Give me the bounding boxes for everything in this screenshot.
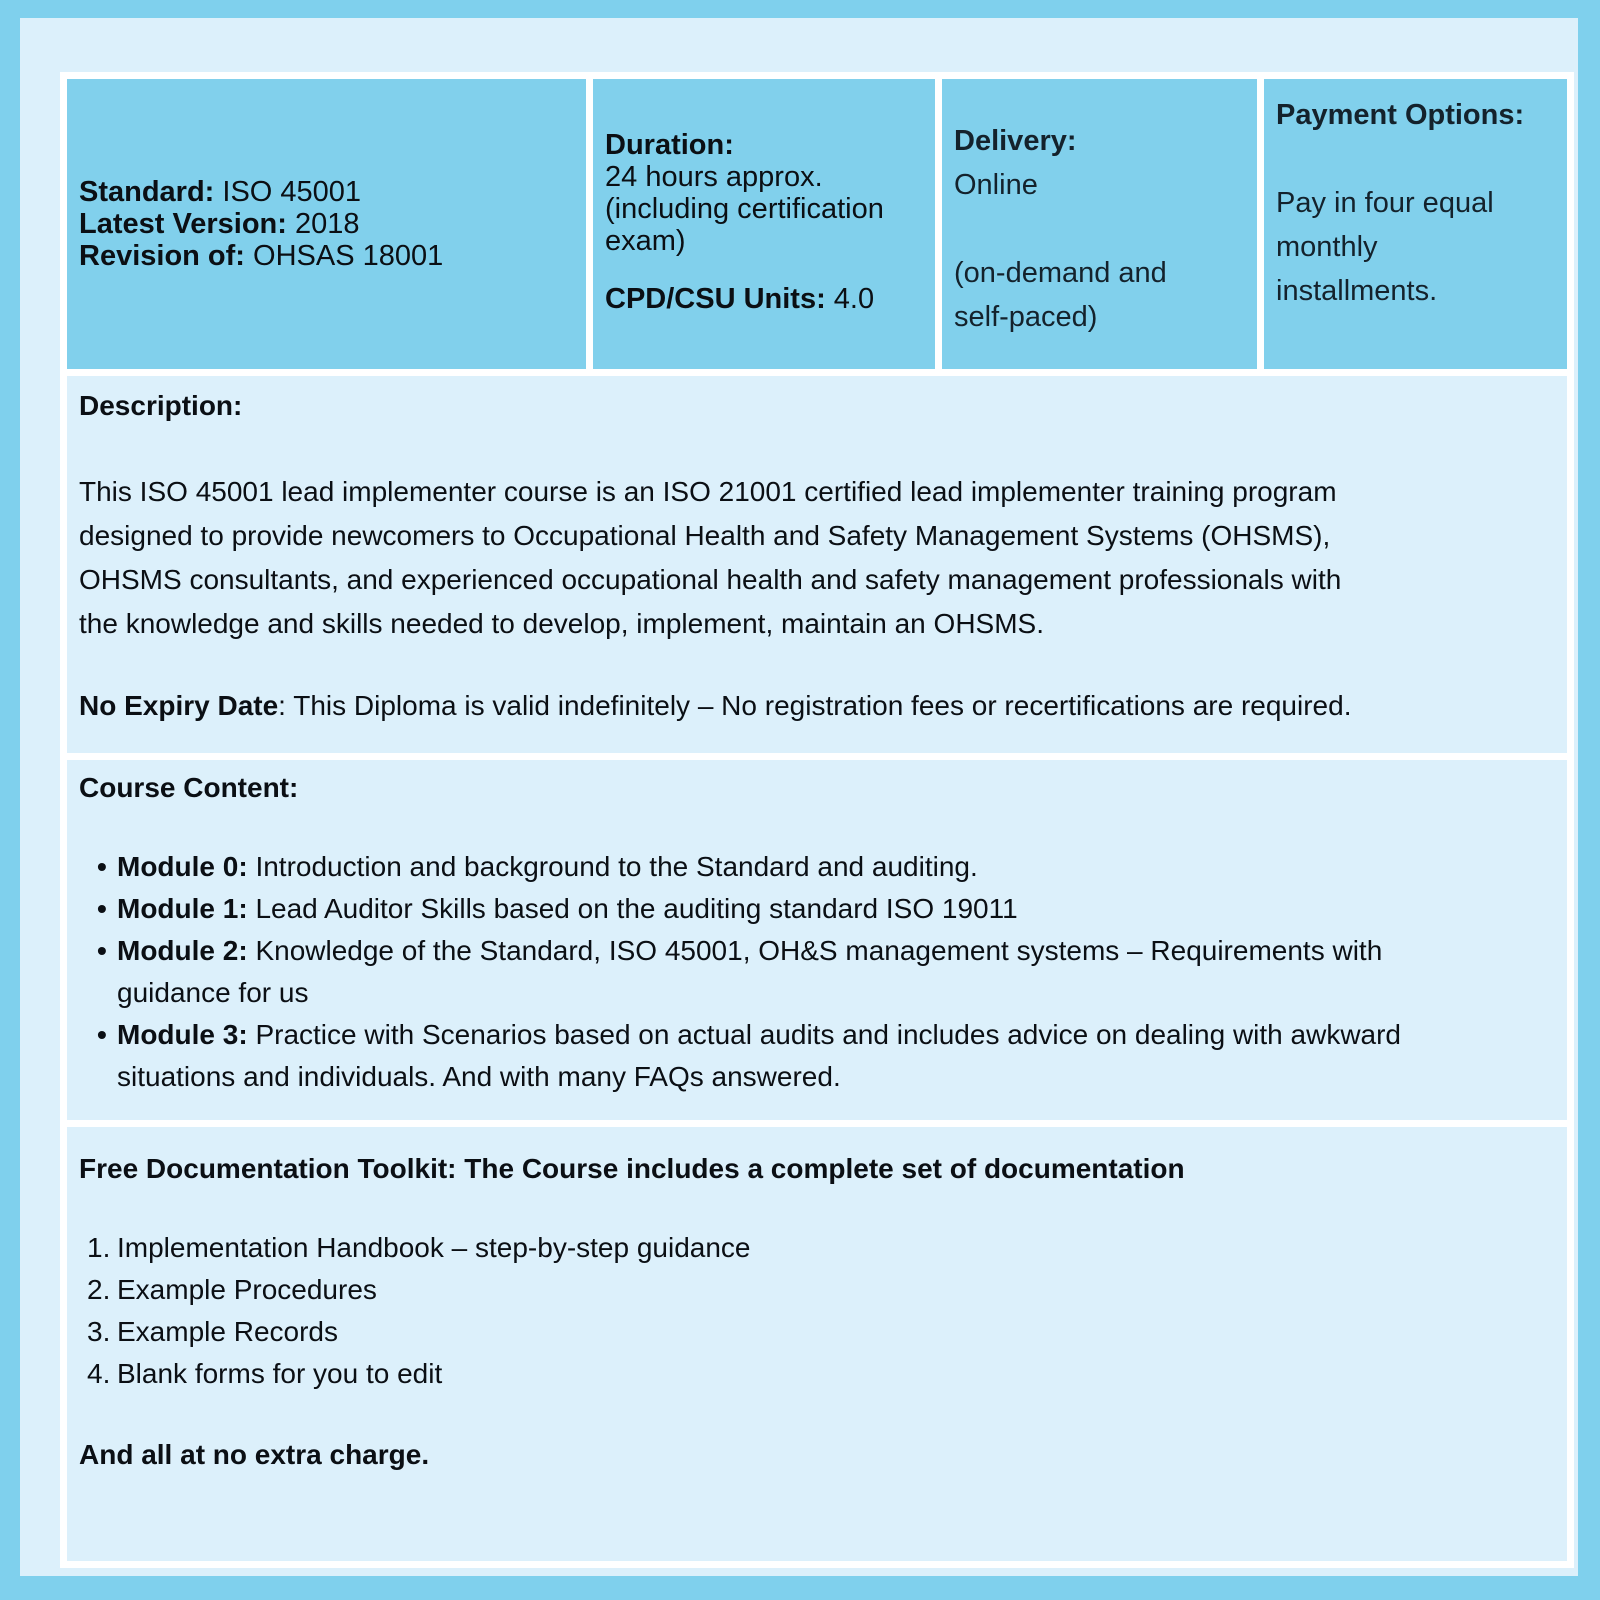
description-section — [67, 376, 1567, 753]
expiry-note — [79, 690, 1351, 722]
description-body — [79, 470, 1341, 646]
module-text: Practice with Scenarios based on actual audits and includes advice on dealing with awkward — [247, 1019, 1402, 1050]
toolkit-item — [67, 1353, 1557, 1395]
module-text: situations and individuals. And with many FAQs answered. — [117, 1061, 841, 1092]
module-item — [67, 846, 1557, 888]
revision-label: Revision of: — [79, 240, 245, 272]
description-line: This ISO 45001 lead implementer course is an ISO 21001 certified lead implementer training program — [79, 476, 1337, 507]
cpd-units-label: CPD/CSU Units: — [605, 283, 826, 315]
version-value: 2018 — [286, 208, 360, 240]
toolkit-list — [67, 1227, 1557, 1395]
module-text: Lead Auditor Skills based on the auditing standard ISO 19011 — [247, 893, 1018, 924]
delivery-label: Delivery: — [954, 125, 1077, 157]
module-item — [67, 930, 1557, 1014]
item-number: 1. — [87, 1232, 111, 1263]
toolkit-footer: And all at no extra charge. — [79, 1439, 430, 1470]
toolkit-section — [67, 1127, 1567, 1561]
module-item — [67, 1014, 1557, 1098]
duration-cell — [593, 79, 935, 369]
bullet-icon: • — [97, 1019, 107, 1050]
item-number: 4. — [87, 1358, 111, 1389]
payment-label: Payment Options: — [1276, 99, 1525, 131]
toolkit-item — [67, 1227, 1557, 1269]
bullet-icon: • — [97, 893, 107, 924]
standard-row — [79, 176, 443, 208]
revision-value: OHSAS 18001 — [244, 240, 444, 272]
duration-label: Duration: — [605, 129, 734, 161]
version-label: Latest Version: — [79, 208, 287, 240]
module-label: Module 3: — [117, 1019, 248, 1050]
expiry-text: : This Diploma is valid indefinitely – No registration fees or recertifications are required. — [278, 690, 1352, 721]
toolkit-item — [67, 1269, 1557, 1311]
description-line: OHSMS consultants, and experienced occupational health and safety management professionals with — [79, 564, 1342, 595]
payment-line: installments. — [1276, 275, 1438, 307]
description-heading: Description: — [79, 390, 243, 421]
delivery-value: Online — [954, 169, 1038, 201]
page-frame — [20, 18, 1578, 1576]
description-line: designed to provide newcomers to Occupational Health and Safety Management Systems (OHSMS), — [79, 520, 1331, 551]
item-text: Implementation Handbook – step-by-step guidance — [117, 1232, 751, 1263]
module-label: Module 2: — [117, 935, 248, 966]
version-row — [79, 208, 443, 240]
module-text: Introduction and background to the Standard and auditing. — [247, 851, 978, 882]
toolkit-heading: Free Documentation Toolkit: The Course includes a complete set of documentation — [79, 1153, 1185, 1184]
course-info-table — [60, 72, 1574, 1568]
module-text: Knowledge of the Standard, ISO 45001, OH&S management systems – Requirements with — [247, 935, 1383, 966]
module-label: Module 0: — [117, 851, 248, 882]
delivery-note: (on-demand and — [954, 257, 1167, 289]
standard-cell — [67, 79, 586, 369]
expiry-label: No Expiry Date — [79, 690, 279, 721]
payment-cell — [1264, 79, 1567, 369]
item-number: 2. — [87, 1274, 111, 1305]
course-content-heading: Course Content: — [79, 772, 299, 803]
duration-line: exam) — [605, 225, 686, 257]
revision-row — [79, 240, 443, 272]
module-item — [67, 888, 1557, 930]
payment-line: monthly — [1276, 231, 1378, 263]
duration-line: 24 hours approx. — [605, 161, 823, 193]
course-content-section — [67, 760, 1567, 1120]
module-label: Module 1: — [117, 893, 248, 924]
duration-line: (including certification — [605, 193, 884, 225]
bullet-icon: • — [97, 851, 107, 882]
description-line: the knowledge and skills needed to develop, implement, maintain an OHSMS. — [79, 608, 1044, 639]
item-text: Example Procedures — [117, 1274, 377, 1305]
module-list — [67, 846, 1557, 1098]
item-text: Blank forms for you to edit — [117, 1358, 443, 1389]
cpd-units-value: 4.0 — [825, 283, 875, 315]
bullet-icon: • — [97, 935, 107, 966]
standard-value: ISO 45001 — [214, 176, 362, 208]
delivery-note: self-paced) — [954, 301, 1098, 333]
item-number: 3. — [87, 1316, 111, 1347]
delivery-cell — [942, 79, 1257, 369]
module-text: guidance for us — [117, 977, 309, 1008]
standard-label: Standard: — [79, 176, 215, 208]
payment-line: Pay in four equal — [1276, 187, 1494, 219]
item-text: Example Records — [117, 1316, 338, 1347]
toolkit-item — [67, 1311, 1557, 1353]
cpd-units-row — [605, 283, 874, 316]
